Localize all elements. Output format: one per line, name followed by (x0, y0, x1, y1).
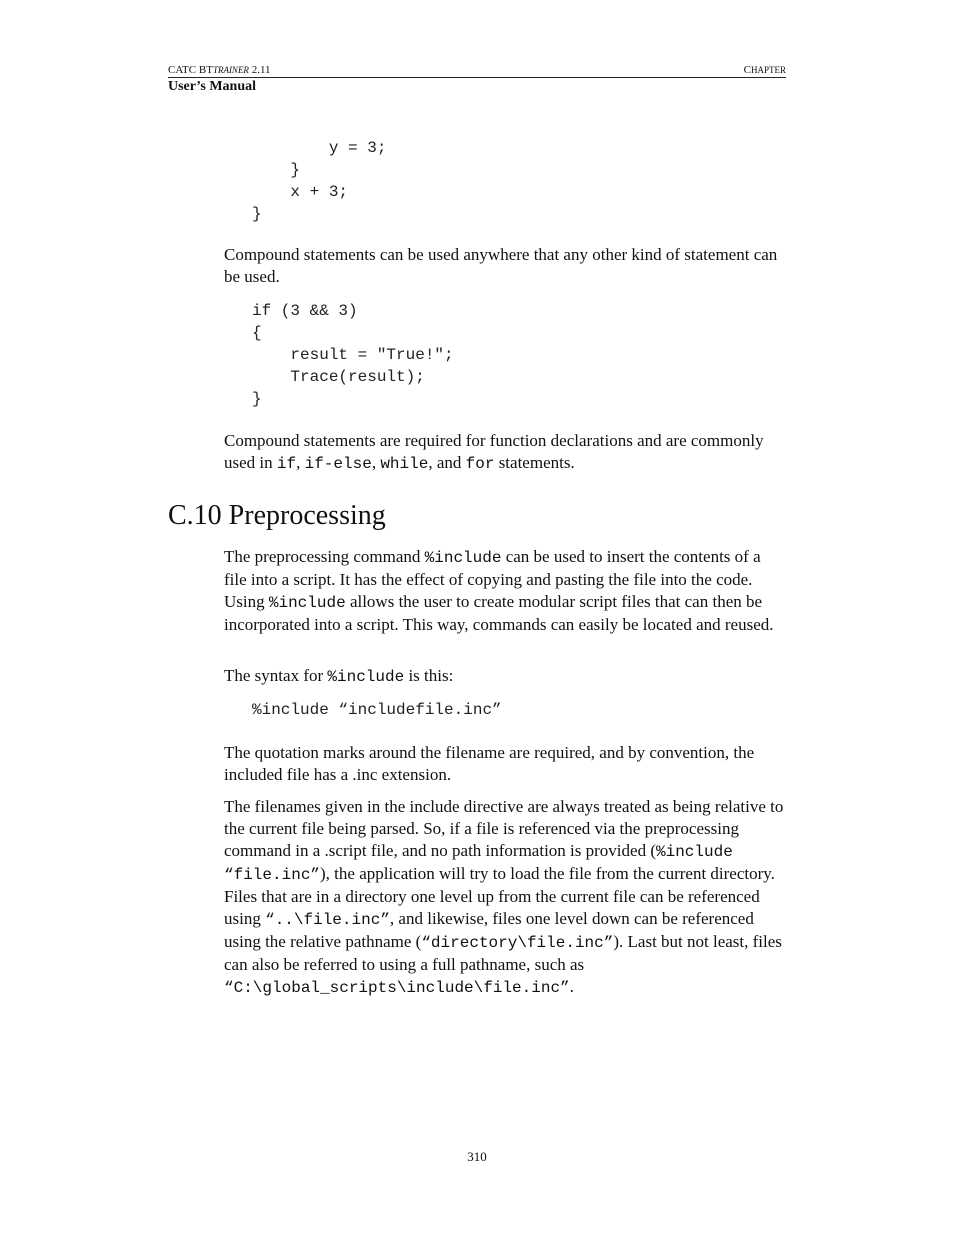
product-version: 2.11 (248, 64, 271, 76)
page-header-right: CHAPTER (743, 64, 786, 76)
text: , (296, 453, 305, 472)
text: ), the application will try to load the file from the current directory. Files that are in a directory one level up from the current file can be referenced using (224, 864, 775, 928)
text: , and likewise, files one level down can be referenced using the relative pathname ( (224, 909, 754, 951)
code-relative-path: “directory\file.inc” (421, 934, 614, 952)
code-block-2: if (3 && 3) { result = "True!"; Trace(result); } (252, 302, 454, 408)
chapter-label: HAPTER (750, 65, 786, 75)
header-rule (168, 77, 786, 78)
page-number: 310 (467, 1149, 487, 1164)
code-include: %include (424, 549, 502, 567)
text: statements. (494, 453, 575, 472)
text: Compound statements are required for function declarations and are commonly used in (224, 431, 764, 472)
text: is this: (404, 666, 454, 685)
code-parent-path: “..\file.inc” (265, 911, 390, 929)
text: , and (428, 453, 466, 472)
code-include: %include (268, 594, 346, 612)
code-if: if (276, 455, 297, 473)
section-heading: C.10 Preprocessing (168, 500, 386, 531)
text: ). Last but not least, files can also be referred to using a full pathname, such as (224, 932, 782, 974)
text: can be used to insert the contents of a file into a script. It has the effect of copying and pasting the file into the code. Using (224, 547, 761, 611)
paragraph-compound-anywhere: Compound statements can be used anywhere that any other kind of statement can be used. (224, 245, 778, 286)
code-if-else: if-else (304, 455, 372, 473)
text: allows the user to create modular script files that can then be incorporated into a script. This way, commands can easily be located and reused. (224, 592, 774, 634)
code-while: while (380, 455, 429, 473)
code-include-file: %include “file.inc” (224, 843, 733, 884)
paragraph-quotation-marks: The quotation marks around the filename are required, and by convention, the included file has a .inc extension. (224, 743, 755, 784)
code-block-1: y = 3; } x + 3; } (252, 139, 387, 223)
paragraph-syntax (224, 665, 786, 688)
product-prefix: CATC BT (168, 64, 213, 76)
paragraph-filenames (224, 796, 786, 999)
manual-title: User’s Manual (168, 79, 257, 94)
text: . (569, 977, 574, 996)
code-include: %include (327, 668, 405, 686)
paragraph-preprocessing-intro (224, 546, 786, 636)
text: The preprocessing command (224, 547, 425, 566)
code-for: for (465, 455, 495, 473)
paragraph-compound-required (224, 430, 786, 475)
product-name-smallcaps: TRAINER (212, 65, 249, 75)
page-header-left (168, 64, 271, 76)
text: The syntax for (224, 666, 328, 685)
text: The filenames given in the include directive are always treated as being relative to the current file being parsed. So, if a file is referenced via the preprocessing command in a .script file, and no path information is provided ( (224, 797, 784, 860)
text: , (371, 453, 381, 472)
code-block-3: %include “includefile.inc” (252, 701, 502, 719)
code-full-path: “C:\global_scripts\include\file.inc” (224, 979, 570, 997)
